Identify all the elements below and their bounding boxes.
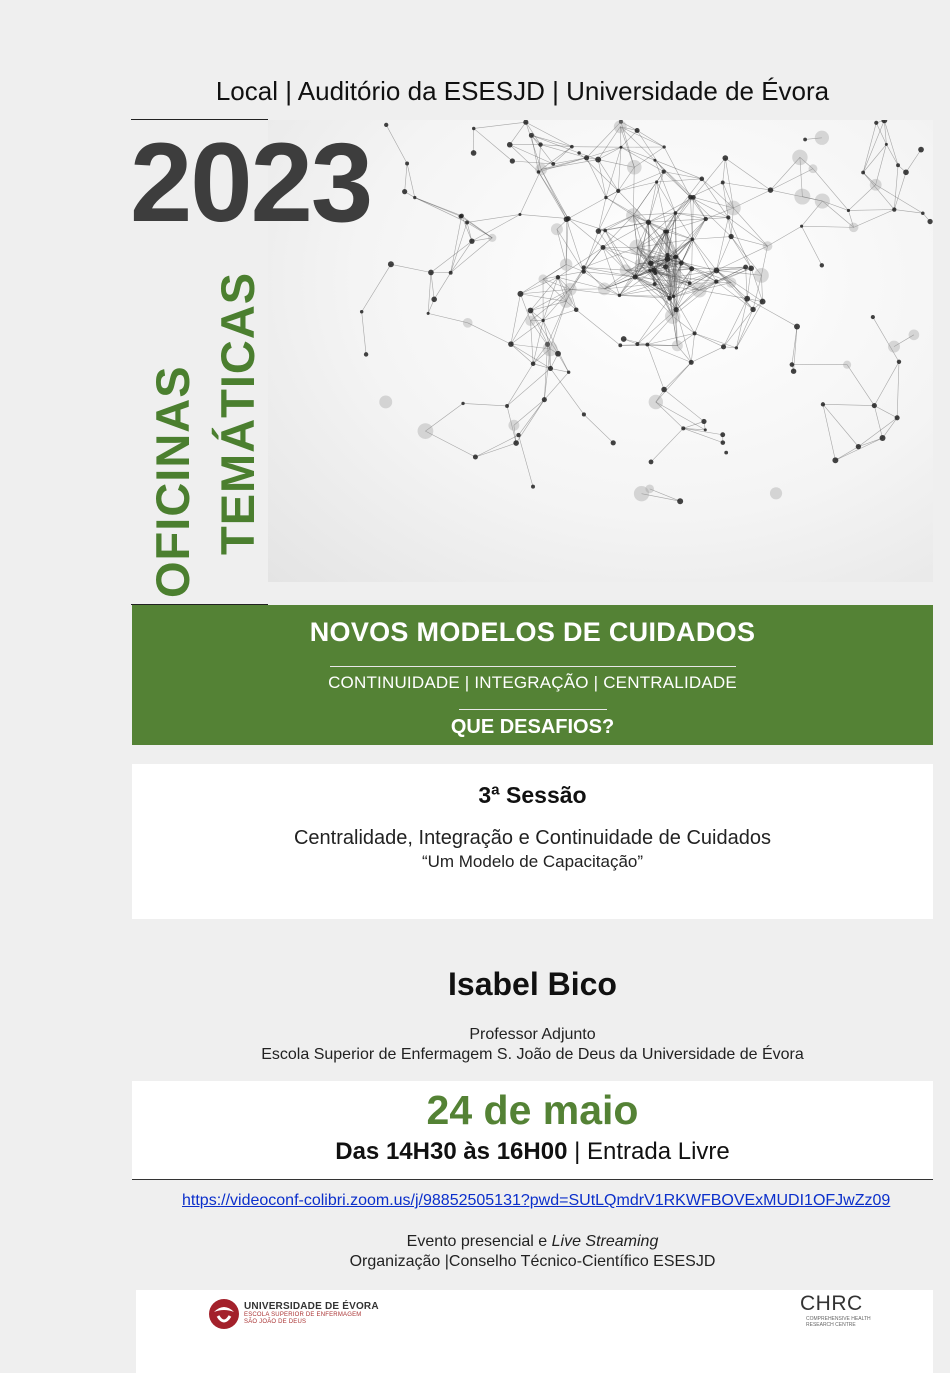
event-time-line bbox=[132, 1138, 933, 1166]
location-line: Local | Auditório da ESESJD | Universidade de Évora bbox=[215, 76, 830, 106]
chrc-line2: RESEARCH CENTRE bbox=[806, 1322, 856, 1328]
schedule-box bbox=[132, 1081, 933, 1180]
session-box bbox=[132, 764, 933, 919]
series-title-line2: TEMÁTICAS bbox=[211, 271, 264, 555]
theme-rule-2 bbox=[459, 709, 607, 710]
event-format bbox=[132, 1232, 933, 1252]
speaker-role: Professor Adjunto bbox=[469, 1026, 596, 1043]
school-line2: SÃO JOÃO DE DEUS bbox=[244, 1319, 307, 1325]
speaker-info bbox=[132, 1025, 933, 1065]
university-logo bbox=[208, 1298, 379, 1330]
theme-banner bbox=[132, 605, 933, 745]
school-line1: ESCOLA SUPERIOR DE ENFERMAGEM bbox=[244, 1312, 362, 1318]
theme-question: QUE DESAFIOS? bbox=[450, 716, 615, 738]
session-title: Centralidade, Integração e Continuidade de Cuidados bbox=[293, 827, 771, 849]
theme-title: NOVOS MODELOS DE CUIDADOS bbox=[309, 617, 756, 647]
event-info bbox=[132, 1232, 933, 1272]
event-entry: | Entrada Livre bbox=[574, 1138, 730, 1165]
event-time: Das 14H30 às 16H00 bbox=[335, 1138, 568, 1165]
chrc-line1: COMPREHENSIVE HEALTH bbox=[806, 1316, 871, 1322]
speaker-name: Isabel Bico bbox=[448, 966, 617, 1002]
theme-rule-1 bbox=[330, 666, 736, 667]
event-date: 24 de maio bbox=[426, 1087, 639, 1133]
university-emblem-icon bbox=[208, 1298, 240, 1330]
session-number: 3ª Sessão bbox=[478, 782, 587, 808]
event-organization: Organização |Conselho Técnico-Científico ESESJD bbox=[349, 1253, 716, 1270]
year-title: 2023 bbox=[130, 120, 372, 245]
streaming-link[interactable]: https://videoconf-colibri.zoom.us/j/98852505131?pwd=SUtLQmdrV1RKWFBOVExMUDI1OFJwZz09 bbox=[182, 1192, 891, 1209]
university-name: UNIVERSIDADE DE ÉVORA bbox=[244, 1301, 379, 1312]
event-format-prefix: Evento presencial e bbox=[406, 1233, 552, 1250]
chrc-name: CHRC bbox=[800, 1292, 863, 1315]
event-format-streaming: Live Streaming bbox=[551, 1233, 659, 1250]
theme-keywords: CONTINUIDADE | INTEGRAÇÃO | CENTRALIDADE bbox=[328, 673, 737, 692]
logo-footer bbox=[136, 1290, 933, 1373]
series-title-line1: OFICINAS bbox=[146, 365, 199, 598]
speaker-institution: Escola Superior de Enfermagem S. João de Deus da Universidade de Évora bbox=[261, 1046, 804, 1063]
chrc-logo bbox=[800, 1292, 871, 1328]
session-subtitle: “Um Modelo de Capacitação” bbox=[421, 852, 644, 871]
